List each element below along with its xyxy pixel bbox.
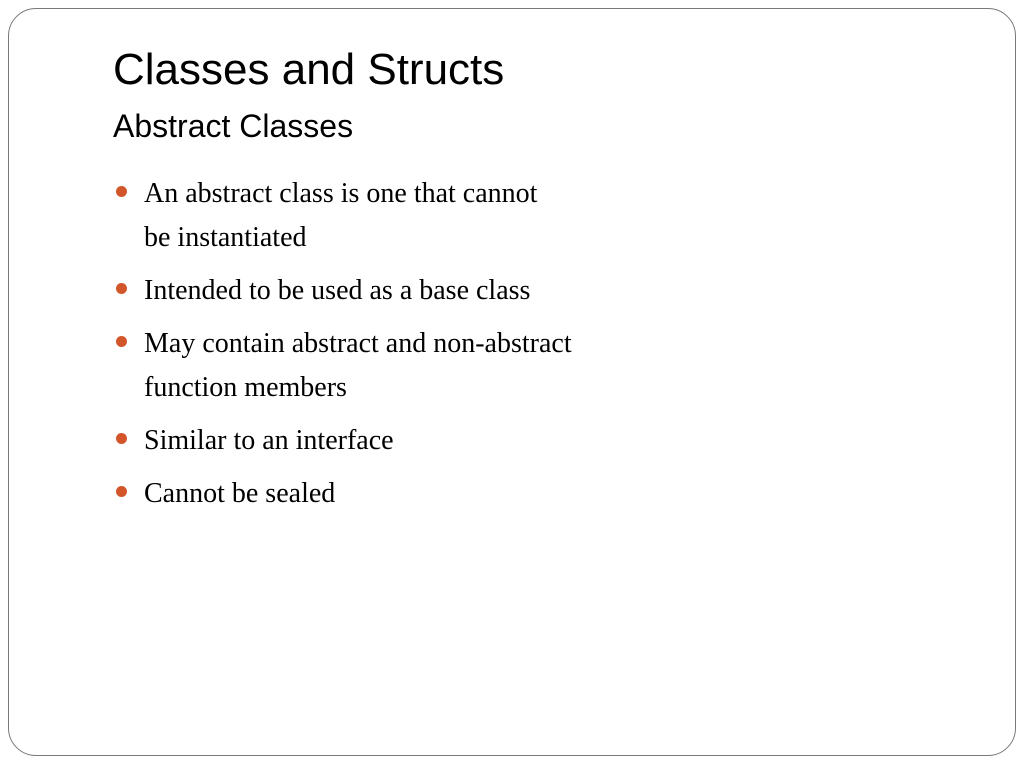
bullet-text-continued: be instantiated <box>144 222 307 253</box>
bullet-text: May contain abstract and non-abstract <box>144 328 572 359</box>
bullet-text: Similar to an interface <box>144 425 394 456</box>
bullet-text-continued: function members <box>144 372 347 403</box>
slide-title: Classes and Structs <box>113 45 505 94</box>
bullet-text: Cannot be sealed <box>144 478 336 509</box>
bullet-item <box>113 472 713 516</box>
bullet-item <box>113 172 713 260</box>
bullet-dot-icon <box>116 336 127 347</box>
bullet-dot-icon <box>116 486 127 497</box>
bullet-dot-icon <box>116 283 127 294</box>
bullet-dot-icon <box>116 433 127 444</box>
bullet-item <box>113 419 713 463</box>
bullet-list <box>113 172 713 525</box>
bullet-item <box>113 269 713 313</box>
bullet-item <box>113 322 713 410</box>
slide-subtitle: Abstract Classes <box>113 108 354 144</box>
bullet-dot-icon <box>116 186 127 197</box>
bullet-text: An abstract class is one that cannot <box>144 178 538 209</box>
bullet-text: Intended to be used as a base class <box>144 275 531 306</box>
